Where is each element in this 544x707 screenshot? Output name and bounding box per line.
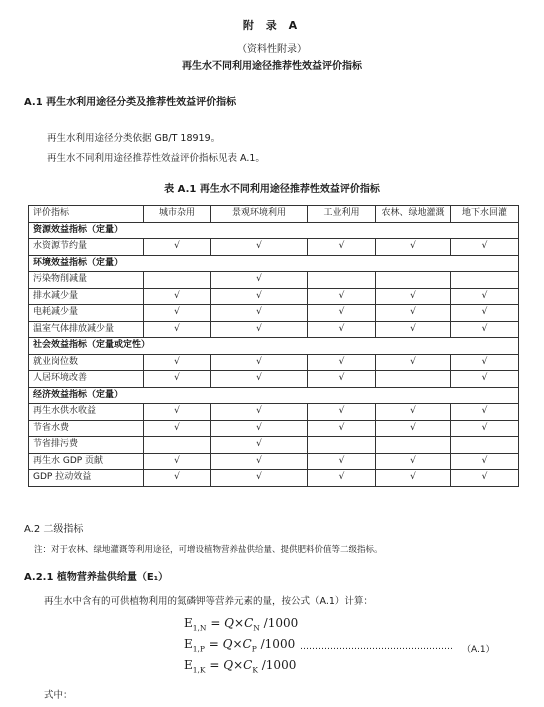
check-cell: [144, 437, 211, 454]
where-label: 式中：: [44, 690, 73, 701]
check-cell: √: [308, 288, 376, 305]
check-cell: √: [144, 354, 211, 371]
table-row: [29, 239, 519, 256]
formula-n: $E_{1,N} = Q\times C_N$ /1000: [184, 616, 299, 633]
check-cell: √: [308, 321, 376, 338]
check-cell: √: [376, 239, 451, 256]
check-cell: √: [376, 420, 451, 437]
check-cell: √: [211, 321, 308, 338]
table-row: [29, 437, 519, 454]
check-cell: √: [308, 470, 376, 487]
annex-type: （资料性附录）: [237, 44, 307, 55]
check-cell: √: [451, 420, 519, 437]
check-cell: √: [144, 453, 211, 470]
indicator-label: 节省水费: [29, 420, 144, 437]
section-a21-heading: A.2.1 植物营养盐供给量（E₁）: [24, 572, 169, 583]
check-cell: √: [144, 404, 211, 421]
table-row: [29, 354, 519, 371]
section-a1-para2: 再生水不同利用途径推荐性效益评价指标见表 A.1。: [47, 153, 265, 164]
indicator-label: 就业岗位数: [29, 354, 144, 371]
check-cell: √: [451, 288, 519, 305]
check-cell: √: [144, 371, 211, 388]
check-cell: √: [211, 404, 308, 421]
group-label: 环境效益指标（定量）: [29, 255, 519, 272]
table-row: [29, 321, 519, 338]
check-cell: √: [144, 470, 211, 487]
check-cell: √: [308, 453, 376, 470]
check-cell: √: [376, 321, 451, 338]
indicator-label: 节省排污费: [29, 437, 144, 454]
section-a2-heading: A.2 二级指标: [24, 524, 84, 535]
table-group-row: [29, 255, 519, 272]
check-cell: √: [451, 239, 519, 256]
check-cell: √: [451, 404, 519, 421]
indicator-label: 电耗减少量: [29, 305, 144, 322]
column-header: 城市杂用: [144, 206, 211, 223]
check-cell: √: [308, 371, 376, 388]
check-cell: [451, 272, 519, 289]
table-row: [29, 453, 519, 470]
check-cell: √: [211, 437, 308, 454]
equation-leader-dots: ……………………………………………: [300, 642, 453, 652]
table-row: [29, 371, 519, 388]
indicator-label: GDP 拉动效益: [29, 470, 144, 487]
check-cell: √: [308, 305, 376, 322]
check-cell: √: [211, 420, 308, 437]
check-cell: √: [451, 321, 519, 338]
table-row: [29, 404, 519, 421]
check-cell: √: [451, 354, 519, 371]
group-label: 经济效益指标（定量）: [29, 387, 519, 404]
table-header-row: [29, 206, 519, 223]
check-cell: √: [308, 404, 376, 421]
table-group-row: [29, 387, 519, 404]
table-group-row: [29, 338, 519, 355]
section-a1-para1: 再生水利用途径分类依据 GB/T 18919。: [47, 133, 221, 144]
table-row: [29, 420, 519, 437]
check-cell: √: [211, 305, 308, 322]
check-cell: √: [308, 420, 376, 437]
indicator-label: 排水减少量: [29, 288, 144, 305]
check-cell: √: [211, 239, 308, 256]
check-cell: √: [451, 371, 519, 388]
table-row: [29, 305, 519, 322]
check-cell: [308, 272, 376, 289]
check-cell: √: [211, 272, 308, 289]
column-header: 景观环境利用: [211, 206, 308, 223]
table-group-row: [29, 222, 519, 239]
formula-p: $E_{1,P} = Q\times C_P$ /1000: [184, 637, 296, 654]
check-cell: √: [451, 470, 519, 487]
section-a2-note: 注：对于农林、绿地灌溉等利用途径，可增设植物营养盐供给量、提供肥料价值等二级指标。: [34, 545, 383, 555]
equation-number: （A.1）: [462, 645, 495, 655]
check-cell: [144, 272, 211, 289]
column-header: 评价指标: [29, 206, 144, 223]
formula-k: $E_{1,K} = Q\times C_K$ /1000: [184, 658, 297, 675]
indicator-label: 再生水供水收益: [29, 404, 144, 421]
check-cell: √: [211, 288, 308, 305]
indicator-label: 污染物削减量: [29, 272, 144, 289]
table-row: [29, 470, 519, 487]
check-cell: √: [211, 453, 308, 470]
annex-title: 再生水不同利用途径推荐性效益评价指标: [182, 61, 362, 72]
check-cell: √: [144, 321, 211, 338]
column-header: 工业利用: [308, 206, 376, 223]
check-cell: √: [144, 420, 211, 437]
check-cell: √: [211, 470, 308, 487]
check-cell: √: [451, 453, 519, 470]
indicator-label: 温室气体排放减少量: [29, 321, 144, 338]
table-row: [29, 272, 519, 289]
check-cell: √: [376, 288, 451, 305]
group-label: 资源效益指标（定量）: [29, 222, 519, 239]
indicator-label: 再生水 GDP 贡献: [29, 453, 144, 470]
check-cell: [451, 437, 519, 454]
column-header: 农林、绿地灌溉: [376, 206, 451, 223]
table-row: [29, 288, 519, 305]
section-a1-heading: A.1 再生水利用途径分类及推荐性效益评价指标: [24, 97, 237, 108]
check-cell: √: [308, 354, 376, 371]
check-cell: √: [144, 288, 211, 305]
annex-label: 附 录 A: [242, 19, 302, 32]
check-cell: √: [144, 239, 211, 256]
check-cell: √: [376, 453, 451, 470]
check-cell: √: [376, 354, 451, 371]
check-cell: √: [308, 239, 376, 256]
check-cell: √: [211, 371, 308, 388]
check-cell: [376, 437, 451, 454]
check-cell: √: [376, 470, 451, 487]
check-cell: √: [144, 305, 211, 322]
indicator-table: [28, 205, 519, 487]
section-a21-para: 再生水中含有的可供植物利用的氮磷钾等营养元素的量，按公式（A.1）计算：: [44, 596, 373, 607]
group-label: 社会效益指标（定量或定性）: [29, 338, 519, 355]
check-cell: [308, 437, 376, 454]
column-header: 地下水回灌: [451, 206, 519, 223]
table-caption: 表 A.1 再生水不同利用途径推荐性效益评价指标: [164, 184, 380, 195]
check-cell: [376, 371, 451, 388]
check-cell: √: [376, 305, 451, 322]
indicator-label: 水资源节约量: [29, 239, 144, 256]
check-cell: √: [451, 305, 519, 322]
check-cell: [376, 272, 451, 289]
check-cell: √: [211, 354, 308, 371]
indicator-label: 人居环境改善: [29, 371, 144, 388]
check-cell: √: [376, 404, 451, 421]
